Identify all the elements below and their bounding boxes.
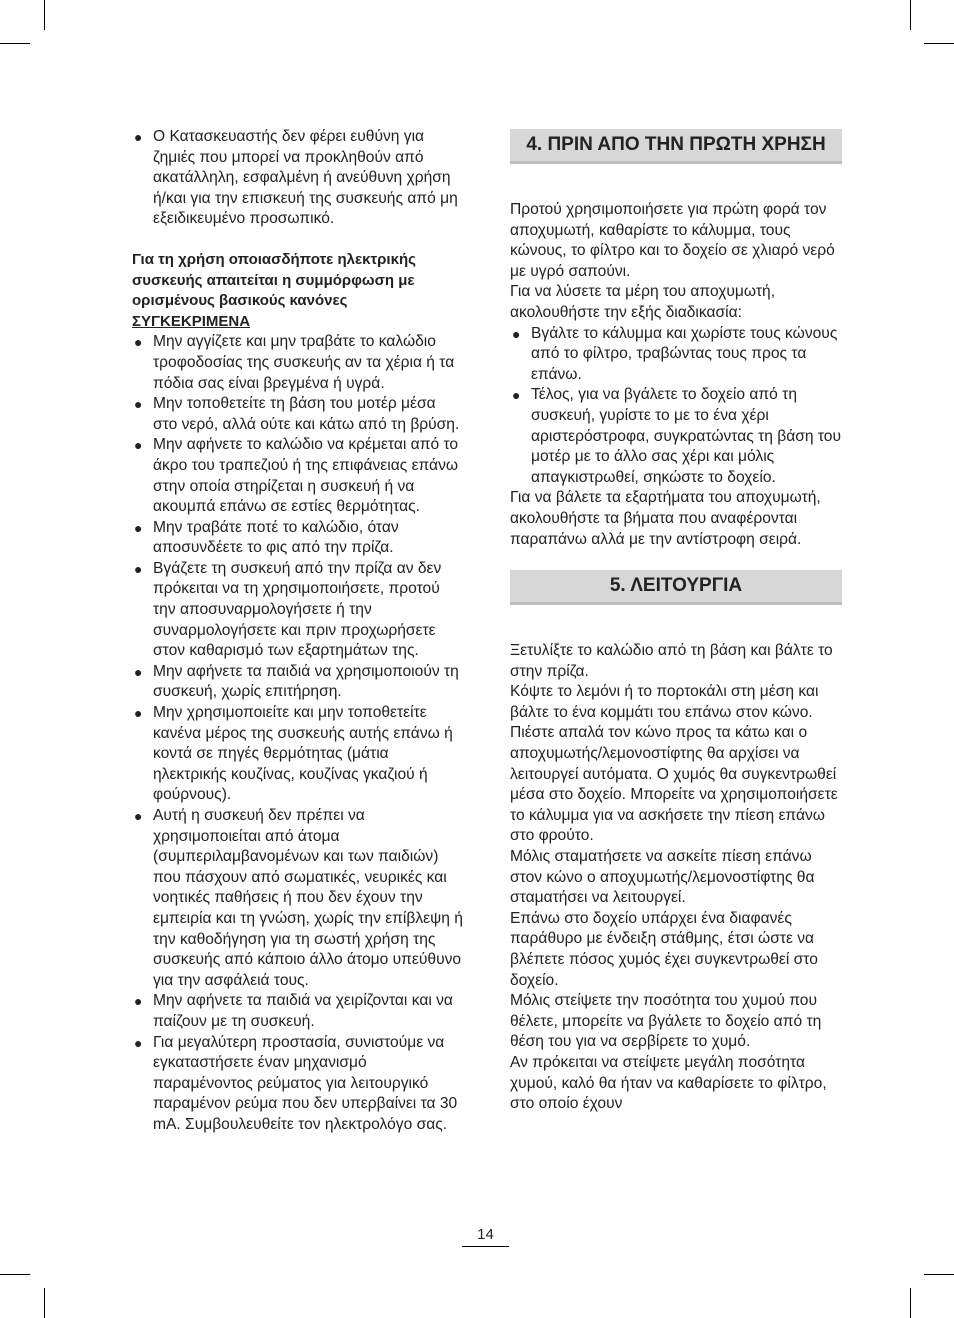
- bullet-icon: ●: [134, 1034, 143, 1051]
- rules-list: [132, 332, 464, 1135]
- section-4-paragraph: Για να βάλετε τα εξαρτήματα του αποχυμωτή, ακολουθήστε τα βήματα που αναφέρονται παραπάνω αλλά με την αντίστροφη σειρά.: [510, 489, 821, 548]
- crop-mark: [924, 1274, 954, 1275]
- list-item: ● Ο Κατασκευαστής δεν φέρει ευθύνη για ζημιές που μπορεί να προκληθούν από ακατάλληλη, εσφαλμένη ή ανεύθυνη χρήση ή/και για την επισκευή της συσκευής από μη εξειδικευμένο προσωπικό.: [134, 128, 458, 228]
- crop-mark: [44, 1288, 45, 1318]
- list-item: ● Μην αφήνετε τα παιδιά να χρησιμοποιούν τη συσκευή, χωρίς επιτήρηση.: [134, 662, 459, 701]
- bullet-icon: ●: [134, 663, 143, 680]
- section-5-paragraph: Αν πρόκειται να στείψετε μεγάλη ποσότητα χυμού, καλό θα ήταν να καθαρίσετε το φίλτρο, στο οποίο έχουν: [510, 1053, 827, 1113]
- section-5-paragraph: Ξετυλίξτε το καλώδιο από τη βάση και βάλτε το στην πρίζα.: [510, 642, 833, 680]
- crop-mark: [910, 0, 911, 30]
- list-item: ● Βγάλτε το κάλυμμα και χωρίστε τους κώνους από το φίλτρο, τραβώντας τους προς τα επάνω.: [512, 324, 838, 383]
- section-5-paragraph: Επάνω στο δοχείο υπάρχει ένα διαφανές παράθυρο με ένδειξη στάθμης, έτσι ώστε να βλέπετε πόσος χυμός έχει συγκεντρωθεί στο δοχείο.: [510, 909, 818, 989]
- bullet-icon: ●: [134, 396, 143, 413]
- section-4-paragraph: Προτού χρησιμοποιήσετε για πρώτη φορά τον αποχυμωτή, καθαρίστε το κάλυμμα, τους κώνους, το φίλτρο και το δοχείο σε χλιαρό νερό με υγρό σαπούνι.: [510, 201, 835, 280]
- crop-mark: [910, 1288, 911, 1318]
- list-item: ● Μην τοποθετείτε τη βάση του μοτέρ μέσα στο νερό, αλλά ούτε και κάτω από τη βρύση.: [134, 395, 460, 433]
- bullet-icon: ●: [134, 705, 143, 722]
- right-column: [510, 129, 842, 1115]
- list-item: ● Μην χρησιμοποιείτε και μην τοποθετείτε κανένα μέρος της συσκευής αυτής επάνω ή κοντά σε πηγές θερμότητας (μάτια ηλεκτρικής κουζίνας, κουζίνας γκαζιού ή φούρνους).: [134, 704, 453, 804]
- section-5-title: 5. ΛΕΙΤΟΥΡΓΙΑ: [510, 570, 842, 605]
- crop-mark: [924, 43, 954, 44]
- crop-mark: [0, 43, 30, 44]
- bullet-icon: ●: [134, 519, 143, 536]
- left-column: [132, 127, 464, 1136]
- bullet-icon: ●: [512, 387, 521, 404]
- section-5-paragraph: Πιέστε απαλά τον κώνο προς τα κάτω και ο αποχυμωτής/λεμονοστίφτης θα αρχίσει να λειτουργεί αυτόματα. Ο χυμός θα συγκεντρωθεί μέσα στο δοχείο. Μπορείτε να χρησιμοποιήσετε το κάλυμμα για να ασκήσετε την πίεση επάνω στο φρούτο.: [510, 724, 838, 845]
- bullet-icon: ●: [134, 560, 143, 577]
- list-item: ● Μην αγγίζετε και μην τραβάτε το καλώδιο τροφοδοσίας της συσκευής αν τα χέρια ή τα πόδια σας είναι βρεγμένα ή υγρά.: [134, 333, 455, 392]
- section-4-title: 4. ΠΡΙΝ ΑΠΟ ΤΗΝ ΠΡΩΤΗ ΧΡΗΣΗ: [510, 129, 842, 164]
- bullet-icon: ●: [134, 129, 143, 145]
- page-number: 14: [462, 1225, 509, 1247]
- section-4-paragraph: Για να λύσετε τα μέρη του αποχυμωτή, ακολουθήστε την εξής διαδικασία:: [510, 283, 776, 321]
- bullet-icon: ●: [134, 808, 143, 824]
- section-5-paragraph: Μόλις στείψετε την ποσότητα του χυμού που θέλετε, μπορείτε να βγάλετε το δοχείο από τη θέση του για να σερβίρετε το χυμό.: [510, 992, 822, 1051]
- rules-subheading: ΣΥΓΚΕΚΡΙΜΕΝΑ: [132, 312, 251, 330]
- crop-mark: [0, 1274, 30, 1275]
- list-item: ● Τέλος, για να βγάλετε το δοχείο από τη συσκευή, γυρίστε το με το ένα χέρι αριστερόστροφα, συγκρατώντας τη βάση του μοτέρ με το άλλο σας χέρι και μόλις απαγκιστρωθεί, σηκώστε το δοχείο.: [512, 386, 842, 486]
- section-5-paragraph: Μόλις σταματήσετε να ασκείτε πίεση επάνω στον κώνο ο αποχυμωτής/λεμονοστίφτης θα σταματήσει να λειτουργεί.: [510, 848, 815, 907]
- list-item: ● Για μεγαλύτερη προστασία, συνιστούμε να εγκαταστήσετε έναν μηχανισμό παραμένοντος ρεύματος για λειτουργικό παραμένον ρεύμα που δεν υπερβαίνει τα 30 mA. Συμβουλευθείτε τον ηλεκτρολόγο σας.: [134, 1033, 458, 1133]
- section-5-paragraph: Κόψτε το λεμόνι ή το πορτοκάλι στη μέση και βάλτε το ένα κομμάτι του επάνω στον κώνο.: [510, 683, 819, 721]
- rules-heading: Για τη χρήση οποιασδήποτε ηλεκτρικής συσκευής απαιτείται η συμμόρφωση με ορισμένους βασικούς κανόνες: [132, 250, 416, 310]
- list-item: ● Βγάζετε τη συσκευή από την πρίζα αν δεν πρόκειται να τη χρησιμοποιήσετε, προτού την αποσυναρμολογήσετε ή την συναρμολογήσετε και πριν προχωρήσετε στον καθαρισμό των εξαρτημάτων της.: [134, 559, 442, 660]
- intro-list: [132, 127, 464, 230]
- section-4-list: [510, 324, 842, 489]
- bullet-icon: ●: [134, 334, 143, 351]
- bullet-icon: ●: [134, 993, 143, 1010]
- list-item: ● Μην αφήνετε τα παιδιά να χειρίζονται και να παίζουν με τη συσκευή.: [134, 992, 453, 1030]
- bullet-icon: ●: [512, 325, 521, 342]
- crop-mark: [44, 0, 45, 30]
- list-item: ● Μην τραβάτε ποτέ το καλώδιο, όταν αποσυνδέετε το φις από την πρίζα.: [134, 518, 399, 557]
- list-item: ● Μην αφήνετε το καλώδιο να κρέμεται από το άκρο του τραπεζιού ή της επιφάνειας επάνω στην οποία στηρίζεται η συσκευή ή να ακουμπά επάνω σε εστίες θερμότητας.: [134, 436, 459, 516]
- list-item: ● Αυτή η συσκευή δεν πρέπει να χρησιμοποιείται από άτομα (συμπεριλαμβανομένων και των παιδιών) που πάσχουν από σωματικές, νευρικές και νοητικές παθήσεις ή που δεν έχουν την εμπειρία και τη γνώση, χωρίς την επίβλεψη ή την καθοδήγηση για τη σωστή χρήση της συσκευής από κάποιο άλλο άτομο υπεύθυνο για την ασφάλειά τους.: [134, 807, 463, 989]
- bullet-icon: ●: [134, 437, 143, 454]
